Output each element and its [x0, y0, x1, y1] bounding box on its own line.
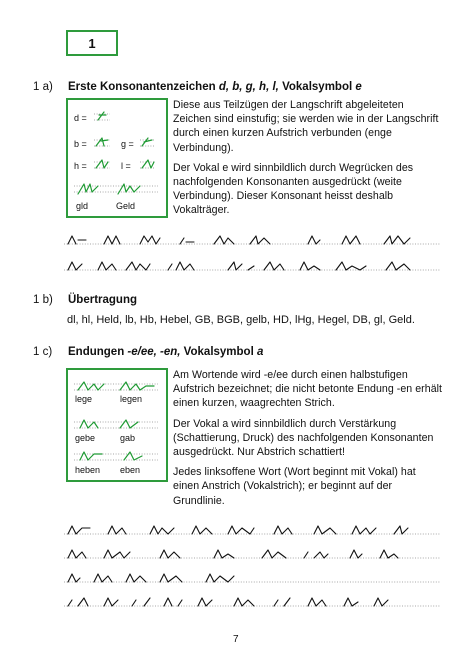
box-label-gld: gld	[76, 201, 89, 211]
section-1a-title-part2: Vokalsymbol	[278, 81, 356, 93]
section-1c-paragraph-3: Jedes linksoffene Wort (Wort beginnt mit Vokal) hat einen Anstrich (Vokalstrich); er beginnt auf der Grundlinie.	[173, 466, 416, 507]
box-label-g: g =	[121, 139, 134, 149]
shorthand-example-box-1a	[66, 98, 168, 218]
section-1c-title-part2: Vokalsymbol	[180, 346, 257, 358]
section-1a-title-part: Erste Konsonantenzeichen	[68, 81, 219, 93]
section-1c-title-italic2: a	[256, 346, 264, 358]
shorthand-glyphs-1a	[68, 100, 166, 216]
section-1c-title-italic: -e/ee, -en,	[127, 346, 181, 358]
page-number: 7	[233, 634, 239, 645]
section-1a-title-italic2: e	[355, 81, 362, 93]
section-1c-number: 1 c)	[33, 346, 53, 358]
box-label-d: d =	[74, 113, 87, 123]
section-1a-title	[68, 81, 362, 93]
box-label-legen: legen	[120, 394, 143, 404]
box-label-l: l =	[121, 161, 131, 171]
shorthand-practice-lines-1c	[64, 518, 444, 618]
shorthand-example-box-1c	[66, 368, 168, 482]
shorthand-glyphs-1c	[68, 370, 166, 480]
page-box-label: 1	[88, 35, 96, 51]
box-label-geld: Geld	[116, 201, 136, 211]
section-1b-title: Übertragung	[68, 294, 137, 306]
section-1a-number: 1 a)	[33, 81, 53, 93]
box-label-h: h =	[74, 161, 87, 171]
section-1a-paragraph-1: Diese aus Teilzügen der Langschrift abgeleiteten Zeichen sind einstufig; sie werden wie in der Langschrift durch einen kurzen Aufstrich verbunden (enge Verbindung).	[173, 99, 439, 154]
section-1c-title	[68, 346, 263, 358]
section-1a-paragraph-2: Der Vokal e wird sinnbildlich durch Wegrücken des nachfolgenden Konsonanten ausgedrückt (weite Verbindung). Dieser Konsonant heisst deshalb Vokalträger.	[173, 161, 414, 217]
page-number-box	[66, 30, 118, 56]
box-label-b: b =	[74, 139, 87, 149]
section-1b-number: 1 b)	[33, 294, 53, 306]
box-label-eben: eben	[120, 465, 141, 475]
section-1c-text	[173, 368, 443, 514]
box-label-gebe: gebe	[75, 433, 96, 443]
box-label-lege: lege	[75, 394, 93, 404]
box-label-heben: heben	[75, 465, 101, 475]
section-1a-text	[173, 98, 443, 224]
section-1a-title-italic: d, b, g, h, l,	[218, 81, 279, 93]
shorthand-practice-lines-1a	[64, 228, 444, 278]
section-1c-title-part: Endungen	[68, 346, 128, 358]
section-1c-paragraph-2: Der Vokal a wird sinnbildlich durch Verstärkung (Schattierung, Druck) des nachfolgenden Konsonanten ausgedrückt. Nur Abstrich schattiert!	[173, 417, 434, 459]
section-1c-paragraph-1: Am Wortende wird -e/ee durch einen halbstufigen Aufstrich bezeichnet; die nicht betonte Endung -en erhält einen kurzen, waagrechten Strich.	[173, 369, 443, 410]
box-label-gab: gab	[120, 433, 136, 443]
section-1b-text: dl, hl, Held, lb, Hb, Hebel, GB, BGB, gelb, HD, lHg, Hegel, DB, gl, Geld.	[67, 314, 415, 326]
